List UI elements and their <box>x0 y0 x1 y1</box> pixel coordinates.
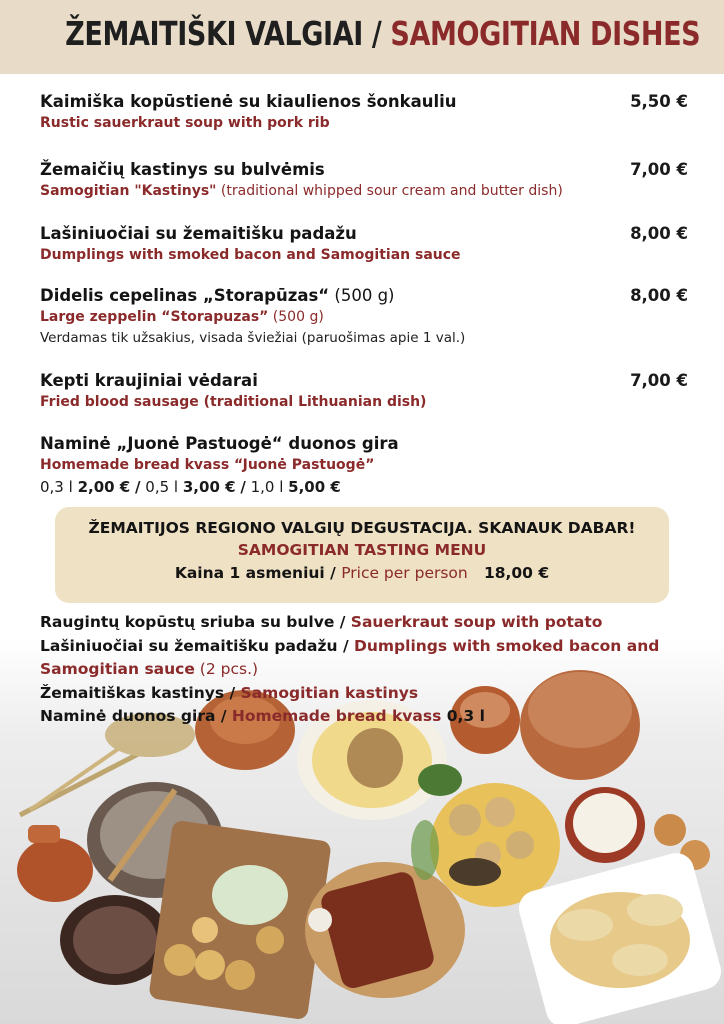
menu-item-kastinys <box>40 160 688 199</box>
size-price: 2,00 € <box>77 478 131 496</box>
potato-plate <box>430 783 560 907</box>
course-en: Sauerkraut soup with potato <box>350 613 603 631</box>
title-english: SAMOGITIAN DISHES <box>390 14 701 53</box>
course-en: Dumplings with smoked bacon and <box>354 636 660 655</box>
item-name-lt: Didelis cepelinas „Storapūzas“ <box>40 286 330 305</box>
item-name-en: Dumplings with smoked bacon and Samogitian sauce <box>40 247 461 263</box>
menu-item-kvass <box>40 434 688 496</box>
course-en-cont: Samogitian sauce <box>40 660 195 678</box>
item-name-en: Rustic sauerkraut soup with pork rib <box>40 115 330 131</box>
item-price: 7,00 € <box>630 160 688 179</box>
course-lt: Raugintų kopūstų sriuba su bulve / <box>40 613 351 631</box>
item-name-en-row <box>40 309 688 325</box>
item-name-en-note: (500 g) <box>268 309 324 325</box>
item-name-lt: Naminė „Juonė Pastuogė“ duonos gira <box>40 434 399 453</box>
item-price: 8,00 € <box>630 224 688 243</box>
item-name-lt: Lašiniuočiai su žemaitišku padažu <box>40 224 357 243</box>
tasting-course-list <box>40 611 690 729</box>
course-lt: Žemaitiškas kastinys / <box>40 683 241 702</box>
price-label-en: Price per person <box>341 564 468 582</box>
tasting-menu-box <box>55 507 669 603</box>
tasting-headline-lt: ŽEMAITIJOS REGIONO VALGIŲ DEGUSTACIJA. SKANAUK DABAR! <box>88 519 636 537</box>
course-en: Homemade bread kvass <box>231 707 442 725</box>
item-name-en: Fried blood sausage (traditional Lithuanian dish) <box>40 394 427 410</box>
item-price: 7,00 € <box>630 371 688 390</box>
board-with-potatoes <box>148 820 331 1021</box>
item-name-lt: Kepti kraujiniai vėdarai <box>40 371 258 390</box>
item-name-lt-note: (500 g) <box>329 286 395 305</box>
torn-paper-edge <box>0 58 724 80</box>
course-item <box>40 682 690 706</box>
small-bowl <box>565 787 645 863</box>
item-name-en-note: (traditional whipped sour cream and butter dish) <box>216 183 563 199</box>
course-item <box>40 611 690 635</box>
menu-item-sauerkraut-soup <box>40 92 688 131</box>
item-price: 5,50 € <box>630 92 688 111</box>
title-lithuanian: ŽEMAITIŠKI VALGIAI <box>65 14 363 53</box>
tasting-headline-en: SAMOGITIAN TASTING MENU <box>237 541 487 559</box>
menu-item-dumplings <box>40 224 688 263</box>
price-label-lt: Kaina 1 asmeniui / <box>174 564 342 582</box>
item-name-en: Large zeppelin “Storapuzas” <box>40 309 269 325</box>
tasting-price: 18,00 € <box>483 564 550 582</box>
item-name-en: Samogitian "Kastinys" <box>40 183 217 199</box>
course-lt: Naminė duonos gira / <box>40 707 232 725</box>
course-en: Samogitian kastinys <box>240 683 419 702</box>
course-item <box>40 635 690 682</box>
item-name-en: Homemade bread kvass “Juonė Pastuogė” <box>40 457 375 473</box>
course-note: (2 pcs.) <box>194 660 259 678</box>
item-name-en-row <box>40 183 688 199</box>
bacon-board <box>305 862 465 998</box>
size-price: 3,00 € <box>182 478 236 496</box>
size-volume: 1,0 l <box>250 478 284 496</box>
kvass-size-prices: 0,3 l 2,00 € / 0,5 l 3,00 € / 1,0 l 5,00 € <box>40 478 341 496</box>
item-name-lt: Žemaičių kastinys su bulvėmis <box>40 160 325 179</box>
item-name-lt: Kaimiška kopūstienė su kiaulienos šonkauliu <box>40 92 457 111</box>
course-lt: Lašiniuočiai su žemaitišku padažu / <box>40 636 354 655</box>
size-volume: 0,3 l <box>40 478 73 496</box>
title-separator: / <box>362 14 391 53</box>
tasting-price-row <box>55 564 669 582</box>
item-price: 8,00 € <box>630 286 688 305</box>
course-item <box>40 705 690 729</box>
menu-item-zeppelin <box>40 286 688 346</box>
item-description: Verdamas tik užsakius, visada šviežiai (paruošimas apie 1 val.) <box>40 330 466 346</box>
menu-item-blood-sausage <box>40 371 688 410</box>
size-price: 5,00 € <box>288 478 341 496</box>
page-title <box>65 14 701 53</box>
item-name-lt-row <box>40 286 688 305</box>
size-volume: 0,5 l <box>145 478 179 496</box>
course-suffix: 0,3 l <box>441 707 485 725</box>
